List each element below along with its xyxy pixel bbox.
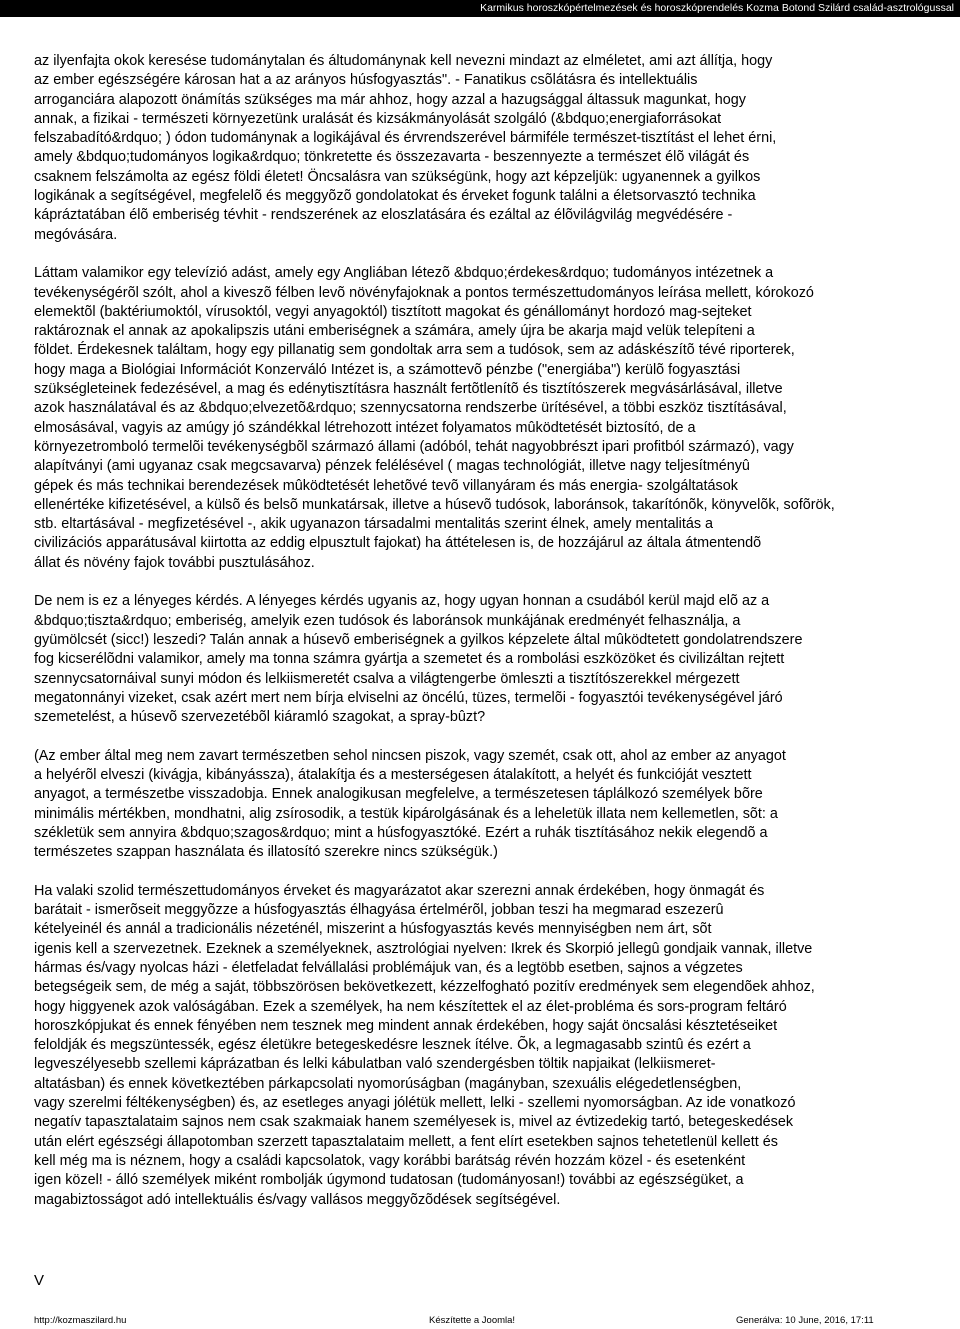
- article-body: [34, 52, 960, 1210]
- paragraph-1: az ilyenfajta okok keresése tudománytalan és áltudománynak kell nevezni mindazt az elméletet, ami azt állítja, hogy az ember egészségére károsan hat a az arányos húsfogyasztás". - Fanatikus csõlátásra és intellektuális arroganciára alapozott önámítás szükséges ma már ahhoz, hogy azzal a hazugsággal áltassuk magunkat, hogy annak, a fizikai - természeti környezetünk uralását és kizsákmányolását szolgáló (&bdquo;energiaforrásokat felszabadító&rdquo; ) ódon tudománynak a logikájával és érvrendszerével bármiféle természet-tisztítást el lehet érni, amely &bdquo;tudományos logika&rdquo; tönkretette és összezavarta - beszennyezte a természet élõ világát és csaknem felszámolta az egész földi életet! Öncsalásra van szükségünk, hogy azt képzeljük: ugyanennek a gyilkos logikának a segítségével, megfelelõ és meggyõzõ gondolatokat és érveket fogunk találni a életsorvasztó technika kápráztatában élõ emberiség tévhit - rendszerének az eloszlatására és ezáltal az élõvilágvilág megvédésére - megóvására.: [34, 53, 777, 243]
- page-section-letter: V: [34, 1272, 45, 1289]
- paragraph-2: Láttam valamikor egy televízió adást, amely egy Angliában létezõ &bdquo;érdekes&rdquo; tudományos intézetnek a tevékenységérõl szólt, ahol a kiveszõ félben levõ növényfajoknak a pontos természettudományos leírása mellett, kórokozó elemektõl (baktériumoktól, vírusoktól, vegyi anyagoktól) tisztított magokat és génállományt hordozó mag-sejteket raktároznak el annak az apokalipszis utáni emberiségnek a számára, amely újra be akarja majd velük telepíteni a földet. Érdekesnek találtam, hogy egy pillanatig sem gondoltak arra sem a tudósok, sem az adáskészítõ tévé riporterek, hogy maga a Biológiai Információt Konzerváló Intézet is, a számottevõ pénzbe ("energiába") kerülõ fogyasztási szükségleteinek fedezésével, a mag és edénytisztításra használt fertõtlenítõ és tisztítószerek megvásárlásával, illetve azok használatával és az &bdquo;elvezetõ&rdquo; szennycsatorna rendszerbe ürítésével, a többi eszköz tisztításával, elmosásával, vagyis az amúgy jó szándékkal létrehozott intézet folyamatos mûködtetését biztosító, de a környezetromboló termelõi tevékenységbõl származó állami (adóból, tehát nagyobbrészt ipari profitból származó), vagy alapítványi (ami ugyanaz csak megcsavarva) pénzek felélésével ( magas technológiát, illetve nagy teljesítményû gépek és más technikai berendezések mûködtetését lehetõvé tevõ villanyáram és más energia- szolgáltatások ellenértéke kifizetésével, a külsõ és belsõ munkatársak, illetve a húsevõ tudósok, laboránsok, takarítónõk, könyvelõk, sofõrök, stb. eltartásával - megfizetésével -, akik ugyanazon társadalmi mentalitás szerint élnek, amely mentalitás a civilizációs apparátusával kiirtotta az eddig elpusztult fajokat) ha áttételesen is, de hozzájárul az általa átmentendõ állat és növény fajok további pusztulásához.: [34, 265, 835, 571]
- paragraph-5: Ha valaki szolid természettudományos érveket és magyarázatot akar szerezni annak érdekében, hogy önmagát és barátait - ismerõseit meggyõzze a húsfogyasztás élhagyása értelmérõl, jobban teszi ha megmarad eszezerû kételyeinél és annál a tradicionális nézeténél, miszerint a húsfogyasztás kevés mennyiségben nem árt, sõt igenis kell a szervezetnek. Ezeknek a személyeknek, asztrológiai nyelven: Ikrek és Skorpió jellegû gondjaik vannak, illetve hármas és/vagy nyolcas házi - életfeladat felvállalási problémájuk van, és a legtöbb esetben, sajnos a végzetes betegségeik sem, de még a saját, többszörösen bekövetkezett, kézzelfogható pozitív eredmények sem elegendõek ahhoz, hogy higgyenek azok valóságában. Ezek a személyek, ha nem készítettek el az élet-probléma és sors-program feltáró horoszkópjukat és ennek fényében nem tesznek meg mindent annak érdekében, hogy saját öncsalási késztetéseiket feloldják és megszüntessék, egész életükre betegeskedésre lesznek ítélve. Õk, a legmagasabb szintû és ezért a legveszélyesebb szellemi káprázatban és lelki kábulatban való szendergésben töltik napjaikat (lelkiismeret- altatásban) és ennek következtében párkapcsolati nyomorúságban (magányban, szexuális elégedetlenségben, vagy szerelmi féltékenységben) és, az esetleges anyagi jólétük mellett, lelki - szellemi nyomorságban. Az ide vonatkozó negatív tapasztalataim sajnos nem csak szakmaiak hanem személyesek is, mivel az évtizedekig tartó, betegeskedések után elért egészségi állapotomban szerzett tapasztalataim mellett, a fent elírt esetekben sajnos tehetetlenül kellett és kell még ma is néznem, hogy a családi kapcsolatok, vagy korábbi barátság révén hozzám közel - és esetenként igen közel! - álló személyek miként rombolják úgymond tudatosan (tudományosan!) további az egészségüket, a magabiztosságot adó intellektuális és/vagy vallásos meggyõzõdések segítségével.: [34, 882, 815, 1208]
- footer-url-link[interactable]: http://kozmaszilard.hu: [34, 1315, 127, 1326]
- footer-credit: Készítette a Joomla!: [429, 1315, 516, 1326]
- paragraph-4: (Az ember által meg nem zavart természetben sehol nincsen piszok, vagy szemét, csak ott, ahol az ember az anyagot a helyérõl elveszi (kivágja, kibányássza), átalakítja és a mesterségesen átalakított, a helyét és funkcióját vesztett anyagot, a természetbe visszadobja. Ennek analogikusan megfelelve, a természetesen táplálkozó személyek bõre minimális mértékben, mondhatni, alig zsírosodik, a testük kipárolgásának és a leheletük illata nem kellemetlen, sõt: a székletük sem annyira &bdquo;szagos&rdquo; mint a húsfogyasztóké. Ezért a ruhák tisztításához nekik elegendõ a természetes szappan használata és illatosító szerekre nincs szükségük.): [34, 747, 786, 861]
- footer-generated-date: Generálva: 10 June, 2016, 17:11: [736, 1315, 874, 1326]
- site-title: Karmikus horoszkópértelmezések és horoszkóprendelés Kozma Botond Szilárd család-asztrológussal: [480, 2, 954, 14]
- paragraph-3: De nem is ez a lényeges kérdés. A lényeges kérdés ugyanis az, hogy ugyan honnan a csudából kerül majd elõ az a &bdquo;tiszta&rdquo; emberiség, amelyik ezen tudósok és laboránsok munkájának eredményét felhasználja, a gyümölcsét (sicc!) leszedi? Talán annak a húsevõ emberiségnek a gyilkos képzelete által mûködtetett gondolatrendszere fog kicserélõdni valamikor, amely ma tonna számra gyártja a szemetet és a rombolási eszközöket és civilizáltan rejtett szennycsatornáival sunyi módon és lelkiismeretét csalva a világtengerbe ömleszti a tisztítószerekkel mérgezett megatonnányi vizeket, csak azért mert nem bírja elviselni az öncélú, tüzes, termelõi - fogyasztói tevékenységével járó szemetelést, a húsevõ szervezetébõl kiáramló szagokat, a spray-bûzt?: [34, 593, 803, 726]
- header-bar: [0, 0, 960, 17]
- footer: [34, 1315, 934, 1329]
